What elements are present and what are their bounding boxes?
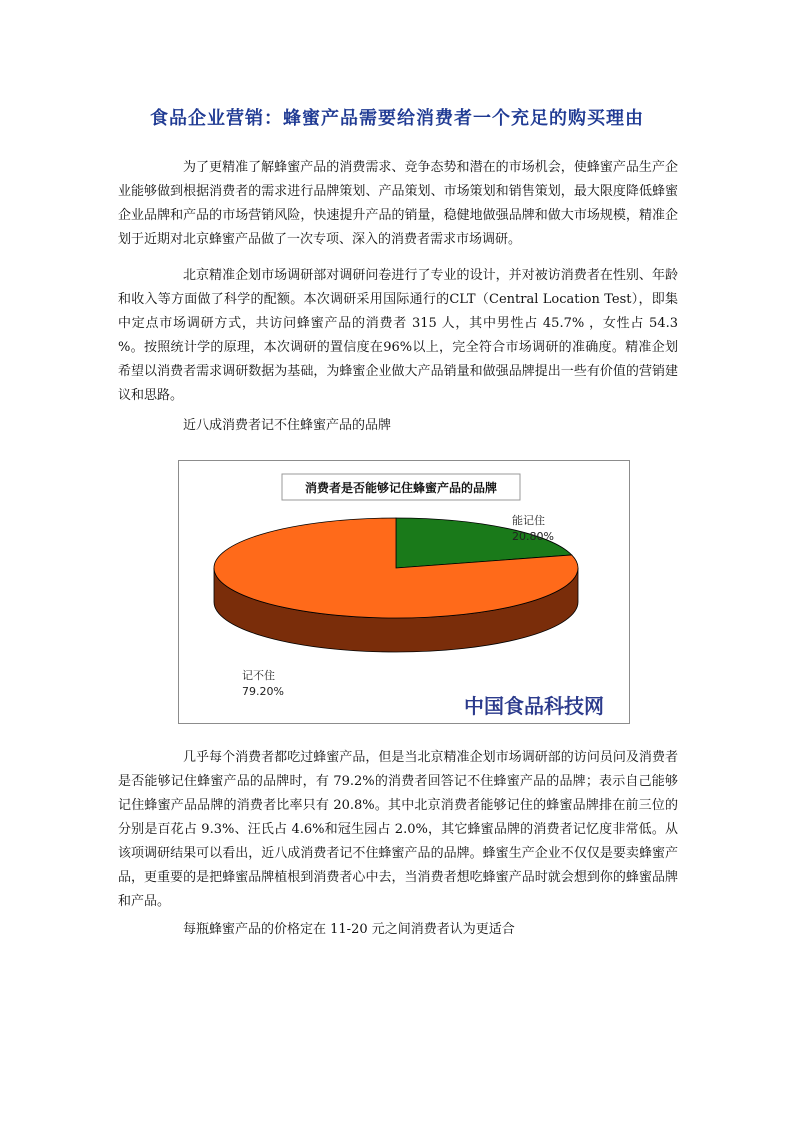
slice-label-forget: 记不住 bbox=[242, 669, 275, 682]
section-caption-brand-recall: 近八成消费者记不住蜂蜜产品的品牌 bbox=[183, 418, 392, 433]
watermark-logo-text: 中国食品科技网 bbox=[464, 694, 604, 718]
document-title: 食品企业营销：蜂蜜产品需要给消费者一个充足的购买理由 bbox=[150, 108, 644, 129]
chart-title: 消费者是否能够记住蜂蜜产品的品牌 bbox=[304, 481, 498, 495]
brand-recall-pie-chart bbox=[178, 460, 630, 724]
slice-value-forget: 79.20% bbox=[242, 685, 284, 698]
slice-value-remember: 20.80% bbox=[512, 530, 554, 543]
paragraph-findings: 几乎每个消费者都吃过蜂蜜产品，但是当北京精准企划市场调研部的访问员问及消费者是否能够记住蜂蜜产品的品牌时，有 79.2%的消费者回答记不住蜂蜜产品的品牌；表示自己能够记住蜂蜜产品品牌的消费者比率只有 20.8%。其中北京消费者能够记住的蜂蜜品牌排在前三位的分别是百花占 9.3%、汪氏占 4.6%和冠生园占 2.0%，其它蜂蜜品牌的消费者记忆度非常低。从该项调研结果可以看出，近八成消费者记不住蜂蜜产品的品牌。蜂蜜生产企业不仅仅是要卖蜂蜜产品，更重要的是把蜂蜜品牌植根到消费者心中去，当消费者想吃蜂蜜产品时就会想到你的蜂蜜品牌和产品。 bbox=[118, 750, 678, 909]
paragraph-intro: 为了更精准了解蜂蜜产品的消费需求、竞争态势和潜在的市场机会，使蜂蜜产品生产企业能够做到根据消费者的需求进行品牌策划、产品策划、市场策划和销售策划，最大限度降低蜂蜜企业品牌和产品的市场营销风险，快速提升产品的销量，稳健地做强品牌和做大市场规模，精准企划于近期对北京蜂蜜产品做了一次专项、深入的消费者需求市场调研。 bbox=[118, 160, 678, 247]
slice-label-remember: 能记住 bbox=[512, 514, 545, 527]
paragraph-method: 北京精准企划市场调研部对调研问卷进行了专业的设计，并对被访消费者在性别、年龄和收入等方面做了科学的配额。本次调研采用国际通行的CLT（Central Location Test），即集中定点市场调研方式，共访问蜂蜜产品的消费者 315 人，其中男性占 45.7% ，女性占 54.3 %。按照统计学的原理，本次调研的置信度在96%以上，完全符合市场调研的准确度。精准企划希望以消费者需求调研数据为基础，为蜂蜜企业做大产品销量和做强品牌提出一些有价值的营销建议和思路。 bbox=[118, 268, 678, 403]
section-caption-price: 每瓶蜂蜜产品的价格定在 11-20 元之间消费者认为更适合 bbox=[183, 922, 515, 937]
